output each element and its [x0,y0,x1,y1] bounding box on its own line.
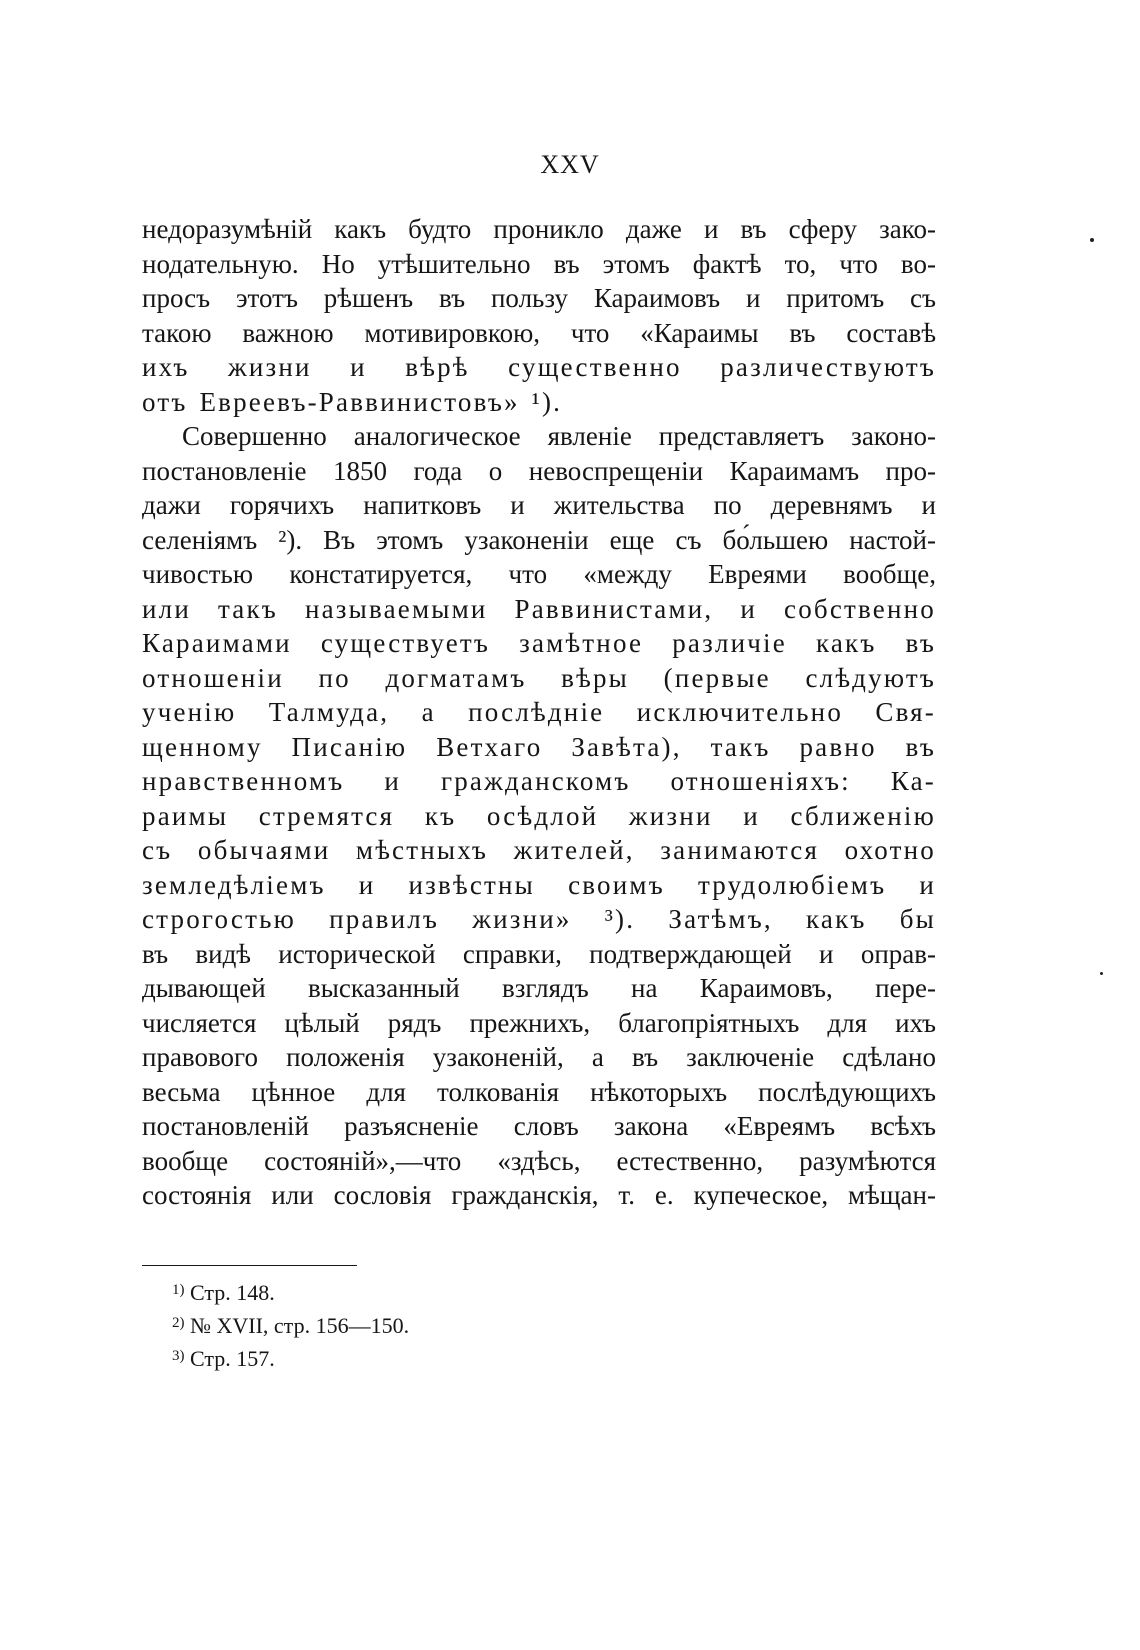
text-line: отношеніи по догматамъ вѣры (первые слѣдуютъ [142,662,936,693]
text-line: селеніямъ ²). Въ этомъ узаконеніи еще съ бо́льшею настой- [142,524,936,555]
text-line: правового положенія узаконеній, а въ заключеніе сдѣлано [142,1042,936,1072]
text-line: щенному Писанію Ветхаго Завѣта), такъ равно въ [142,731,936,762]
footnote-text: № XVII, стр. 156—150. [190,1313,410,1338]
footnote-text: Стр. 148. [190,1280,275,1305]
footnote-mark: 1) [172,1282,185,1298]
text-line: съ обычаями мѣстныхъ жителей, занимаются охотно [142,835,936,865]
text-line: или такъ называемыми Раввинистами, и собственно [142,593,936,624]
text-line: строгостью правилъ жизни» ³). Затѣмъ, какъ бы [142,904,936,934]
text-line: раимы стремятся къ осѣдлой жизни и сближенію [142,800,936,831]
text-line: нодательную. Но утѣшительно въ этомъ фактѣ то, что во- [142,248,936,279]
text-line: Караимами существуетъ замѣтное различіе какъ въ [142,628,936,658]
text-line: числяется цѣлый рядъ прежнихъ, благопріятныхъ для ихъ [142,1007,936,1038]
text-line: такою важною мотивировкою, что «Караимы въ составѣ [142,317,936,348]
footnote [172,1308,409,1341]
footnotes [172,1275,409,1374]
text-line: земледѣліемъ и извѣстны своимъ трудолюбіемъ и [142,869,936,900]
text-line: весьма цѣнное для толкованія нѣкоторыхъ послѣдующихъ [142,1076,936,1107]
text-line: ихъ жизни и вѣрѣ существенно различествуютъ [142,352,936,382]
footnote-mark: 3) [172,1348,185,1364]
page-number: XXV [540,150,600,179]
main-text [142,212,936,1213]
footnote-text: Стр. 157. [190,1346,275,1371]
text-line: постановленій разъясненіе словъ закона «Евреямъ всѣхъ [142,1111,936,1141]
text-line: отъ Евреевъ-Раввинистовъ» ¹). [142,386,563,417]
text-line: дывающей высказанный взглядъ на Караимовъ, пере- [142,973,936,1003]
footnote-rule [142,1265,357,1266]
text-line: дажи горячихъ напитковъ и жительства по деревнямъ и [142,490,936,520]
text-line: вообще состояній»,—что «здѣсь, естественно, разумѣются [142,1145,936,1176]
text-line: ученію Талмуда, а послѣдніе исключительно Свя- [142,697,936,727]
text-line: недоразумѣній какъ будто проникло даже и въ сферу зако- [142,214,936,244]
text-line: въ видѣ исторической справки, подтверждающей и оправ- [142,938,936,969]
footnote [172,1341,409,1374]
footnote [172,1275,409,1308]
text-line: чивостью констатируется, что «между Евреями вообще, [142,559,936,589]
text-line: Совершенно аналогическое явленіе представляетъ законо- [182,421,936,451]
text-line: нравственномъ и гражданскомъ отношеніяхъ: Ка- [142,766,936,796]
text-line: просъ этотъ рѣшенъ въ пользу Караимовъ и притомъ съ [142,283,936,313]
text-line: состоянія или сословія гражданскія, т. е. купеческое, мѣщан- [142,1180,936,1210]
text-line: постановленіе 1850 года о невоспрещеніи Караимамъ про- [142,455,936,486]
scan-speck [1090,238,1094,242]
scan-speck [1100,972,1103,975]
footnote-mark: 2) [172,1315,185,1331]
